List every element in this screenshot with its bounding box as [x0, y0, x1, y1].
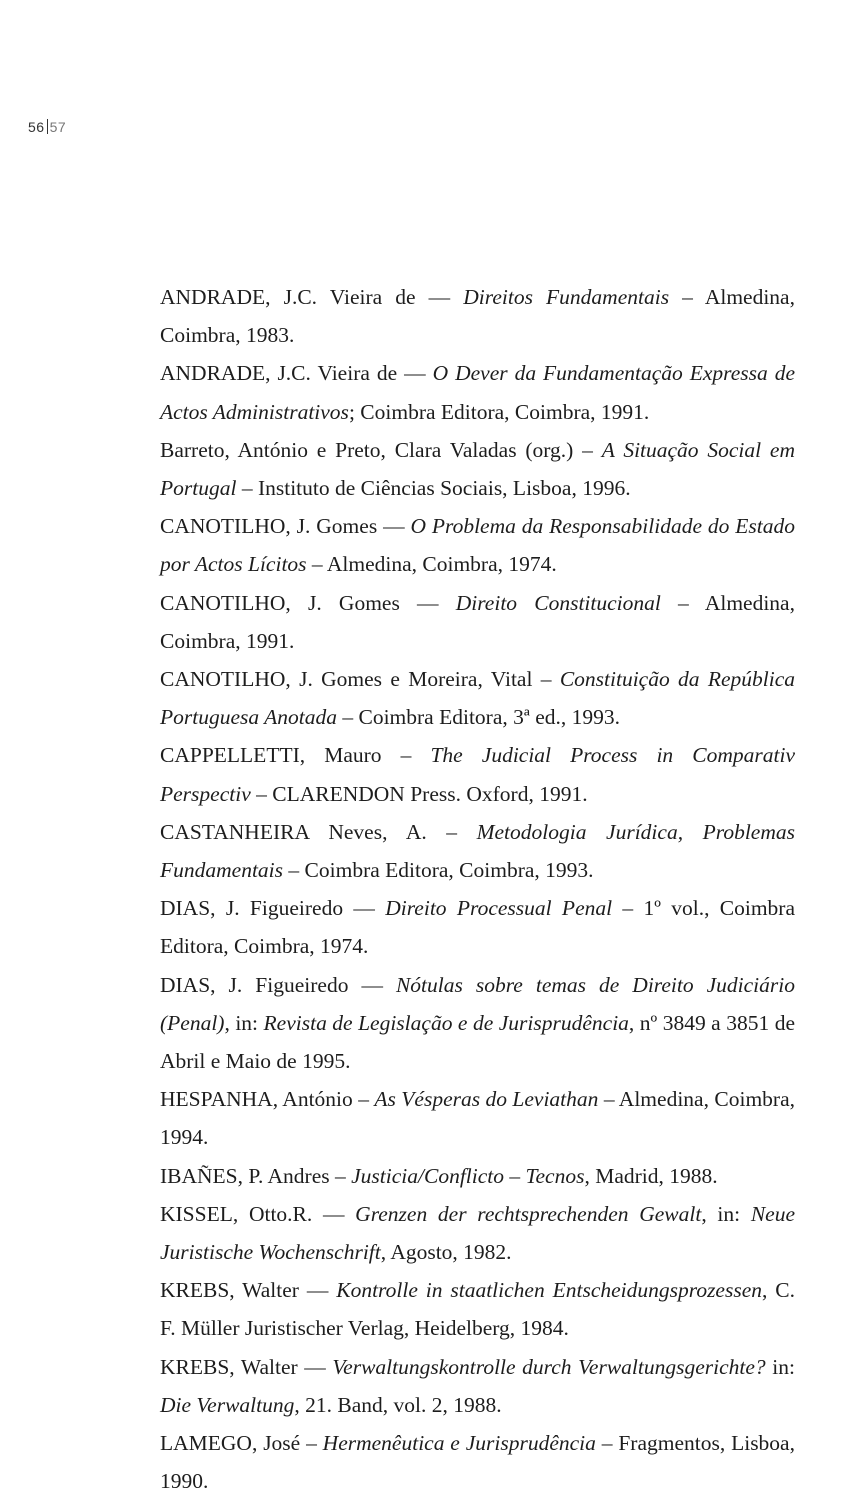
entry-publisher: – Almedina, Coimbra, 1991. — [160, 590, 795, 653]
entry-connector: , in: — [224, 1010, 264, 1035]
entry-author: HESPANHA, António – — [160, 1087, 375, 1112]
bibliography-entry — [160, 889, 795, 965]
entry-author: IBAÑES, P. Andres – — [160, 1163, 352, 1188]
entry-publisher: , C. F. Müller Juristischer Verlag, Heidelberg, 1984. — [160, 1278, 795, 1341]
bibliography-entry — [160, 1348, 795, 1424]
entry-title: Direito Processual Penal — [385, 896, 613, 921]
entry-title: As Vésperas do Leviathan — [374, 1087, 599, 1112]
entry-title: The Judicial Process in Comparativ Perspectiv — [160, 743, 795, 806]
entry-title: Constituição da República Portuguesa Anotada — [160, 667, 795, 730]
entry-author: KREBS, Walter — — [160, 1278, 337, 1303]
entry-journal: Revista de Legislação e de Jurisprudência — [263, 1010, 629, 1035]
entry-journal: Neue Juristische Wochenschrift — [160, 1201, 795, 1265]
entry-publisher: – Instituto de Ciências Sociais, Lisboa, 1996. — [236, 476, 631, 501]
entry-author: CAPPELLETTI, Mauro – — [160, 743, 431, 768]
bibliography-entry — [160, 1271, 795, 1347]
entry-publisher: – 1º vol., Coimbra Editora, Coimbra, 1974. — [160, 896, 796, 959]
bibliography-entry — [160, 1424, 795, 1500]
bibliography-entry — [160, 354, 795, 430]
bibliography-entry — [160, 507, 795, 583]
entry-title: A Situação Social em Portugal — [160, 437, 796, 501]
entry-title: Grenzen der rechtsprechenden Gewalt — [355, 1201, 702, 1226]
entry-title: Nótulas sobre temas de Direito Judiciário (Penal) — [160, 972, 795, 1035]
entry-author: ANDRADE, J.C. Vieira de — — [160, 361, 433, 386]
entry-author: Barreto, António e Preto, Clara Valadas (org.) – — [160, 437, 602, 462]
entry-title: Metodologia Jurídica, Problemas Fundamentais — [160, 819, 795, 883]
entry-connector: , in: — [701, 1201, 751, 1226]
entry-title: Verwaltungskontrolle durch Verwaltungsgerichte? — [332, 1354, 766, 1379]
entry-title: O Problema da Responsabilidade do Estado por Actos Lícitos — [160, 514, 795, 577]
page-number-separator — [47, 119, 48, 134]
entry-publisher: , Agosto, 1982. — [380, 1240, 512, 1265]
entry-title: O Dever da Fundamentação Expressa de Actos Administrativos — [160, 361, 795, 424]
entry-publisher: ; Coimbra Editora, Coimbra, 1991. — [348, 399, 650, 424]
bibliography-list — [160, 278, 795, 1501]
entry-publisher: , Madrid, 1988. — [584, 1163, 718, 1188]
page-number — [28, 119, 66, 135]
entry-author: DIAS, J. Figueiredo — — [160, 896, 386, 921]
entry-publisher: – Coimbra Editora, Coimbra, 1993. — [283, 858, 594, 883]
entry-author: KREBS, Walter — — [160, 1354, 333, 1379]
entry-author: KISSEL, Otto.R. — — [160, 1201, 356, 1226]
entry-publisher: – Almedina, Coimbra, 1983. — [160, 285, 795, 348]
entry-author: CANOTILHO, J. Gomes — — [160, 514, 411, 539]
bibliography-entry — [160, 736, 795, 812]
entry-title: Kontrolle in staatlichen Entscheidungsprozessen — [336, 1278, 763, 1303]
entry-publisher: , 21. Band, vol. 2, 1988. — [294, 1392, 502, 1417]
bibliography-entry — [160, 1080, 795, 1156]
entry-title: Hermenêutica e Jurisprudência — [322, 1431, 596, 1456]
entry-author: DIAS, J. Figueiredo — — [160, 972, 396, 997]
entry-publisher: – Almedina, Coimbra, 1974. — [306, 552, 557, 577]
entry-connector: in: — [765, 1354, 795, 1379]
entry-publisher: – Fragmentos, Lisboa, 1990. — [160, 1431, 795, 1494]
bibliography-entry — [160, 660, 795, 736]
entry-publisher: – Coimbra Editora, 3ª ed., 1993. — [336, 705, 620, 730]
entry-publisher: – Almedina, Coimbra, 1994. — [160, 1087, 795, 1150]
entry-title: Justicia/Conflicto – Tecnos — [351, 1163, 585, 1188]
entry-author: ANDRADE, J.C. Vieira de — — [160, 285, 464, 309]
page-number-next: 57 — [49, 119, 67, 135]
bibliography-entry — [160, 1195, 795, 1271]
entry-title: Direitos Fundamentais — [463, 285, 670, 309]
entry-publisher: – CLARENDON Press. Oxford, 1991. — [250, 781, 588, 806]
entry-publisher: , nº 3849 a 3851 de Abril e Maio de 1995. — [160, 1010, 795, 1074]
entry-title: Direito Constitucional — [455, 590, 661, 615]
entry-author: CASTANHEIRA Neves, A. – — [160, 819, 477, 844]
page-number-current: 56 — [28, 119, 45, 135]
entry-journal: Die Verwaltung — [160, 1392, 295, 1417]
bibliography-entry — [160, 813, 795, 889]
entry-author: LAMEGO, José – — [160, 1431, 323, 1456]
bibliography-entry — [160, 1157, 795, 1195]
bibliography-entry — [160, 584, 795, 660]
entry-author: CANOTILHO, J. Gomes — — [160, 590, 456, 615]
bibliography-entry — [160, 966, 795, 1081]
bibliography-entry — [160, 431, 795, 507]
bibliography-entry — [160, 278, 795, 354]
entry-author: CANOTILHO, J. Gomes e Moreira, Vital – — [160, 667, 560, 692]
